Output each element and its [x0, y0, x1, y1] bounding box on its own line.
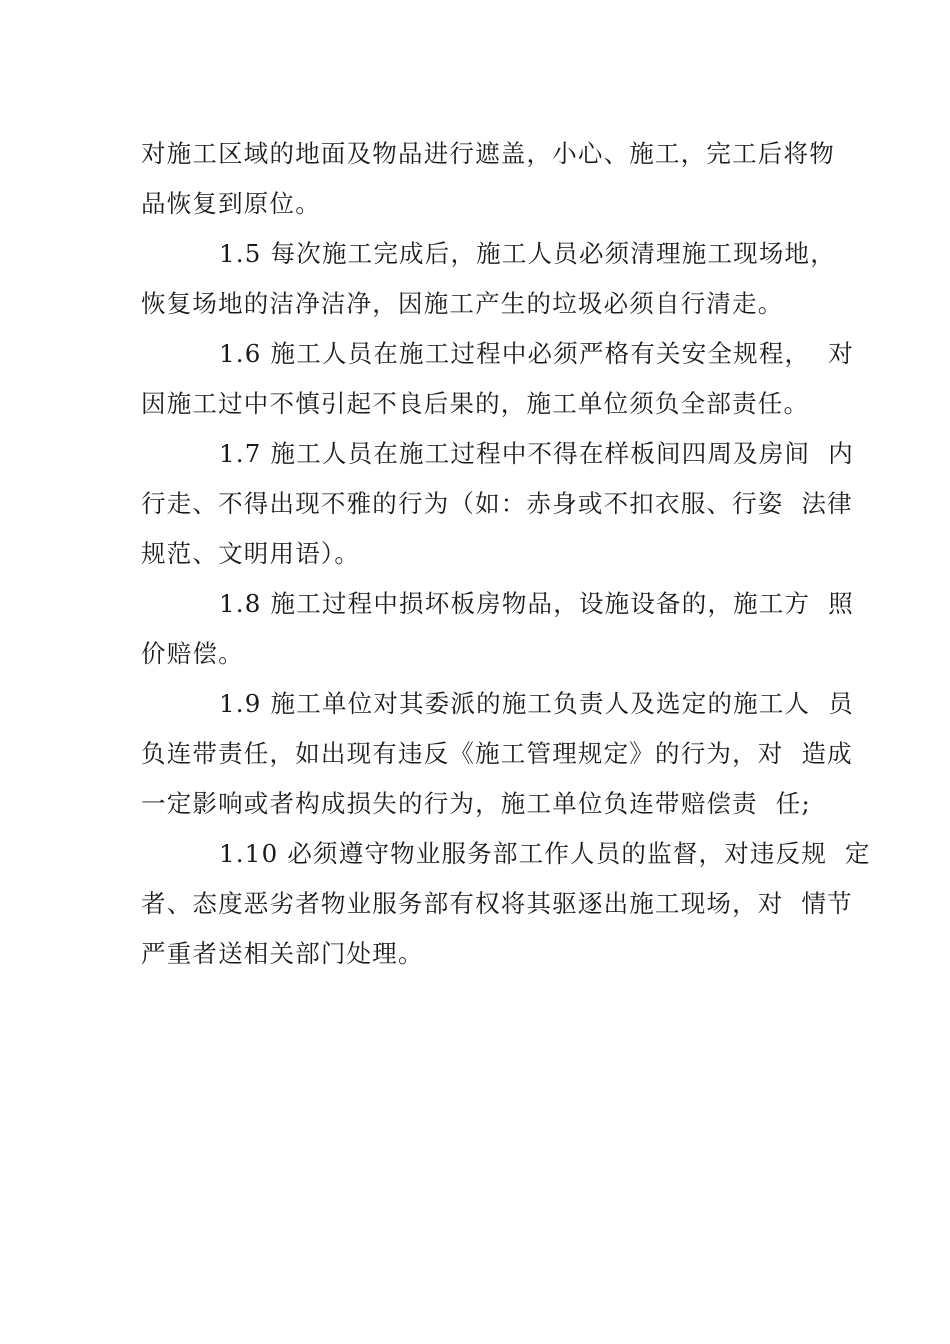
clause-1-8 — [141, 579, 854, 679]
text-line: 品恢复到原位。 — [141, 189, 321, 218]
text-line: 1.8 施工过程中损坏板房物品，设施设备的，施工方 照 — [219, 589, 854, 618]
text-line: 1.9 施工单位对其委派的施工负责人及选定的施工人 员 — [219, 689, 854, 718]
text-line: 行走、不得出现不雅的行为（如：赤身或不扣衣服、行姿 法律 — [141, 489, 853, 518]
clause-1-9 — [141, 679, 854, 829]
clause-1-10 — [141, 829, 871, 979]
text-line: 1.6 施工人员在施工过程中必须严格有关安全规程， 对 — [219, 339, 854, 368]
clause-1-6 — [141, 329, 854, 429]
text-line: 对施工区域的地面及物品进行遮盖，小心、施工，完工后将物 — [141, 139, 835, 168]
document-body — [141, 129, 871, 979]
clause-1-7 — [141, 429, 854, 579]
paragraph-continuation — [141, 129, 835, 229]
text-line: 因施工过中不慎引起不良后果的，施工单位须负全部责任。 — [141, 389, 810, 418]
text-line: 者、态度恶劣者物业服务部有权将其驱逐出施工现场，对 情节 — [141, 889, 853, 918]
text-line: 严重者送相关部门处理。 — [141, 939, 424, 968]
text-line: 一定影响或者构成损失的行为，施工单位负连带赔偿责 任; — [141, 789, 811, 818]
text-line: 1.10 必须遵守物业服务部工作人员的监督，对违反规 定 — [219, 839, 871, 868]
text-line: 恢复场地的洁净洁净，因施工产生的垃圾必须自行清走。 — [141, 289, 784, 318]
text-line: 1.5 每次施工完成后，施工人员必须清理施工现场地， — [219, 239, 836, 268]
text-line: 负连带责任，如出现有违反《施工管理规定》的行为，对 造成 — [141, 739, 853, 768]
clause-1-5 — [141, 229, 836, 329]
text-line: 1.7 施工人员在施工过程中不得在样板间四周及房间 内 — [219, 439, 854, 468]
text-line: 规范、文明用语）。 — [141, 539, 361, 568]
text-line: 价赔偿。 — [141, 639, 244, 668]
